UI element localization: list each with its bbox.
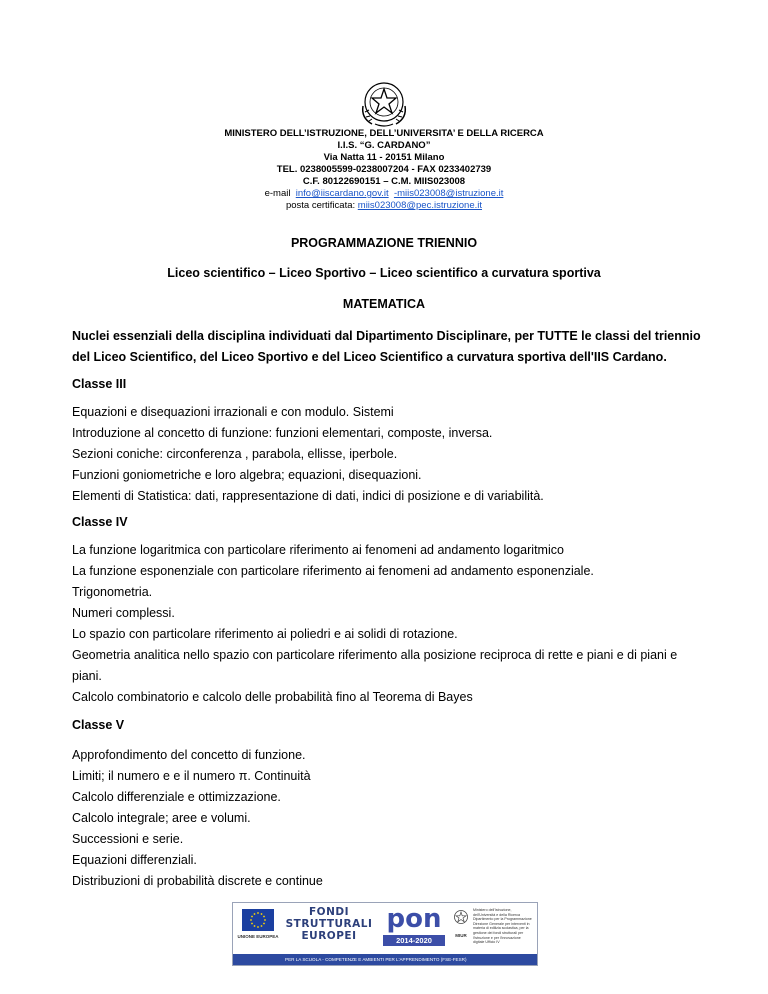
courses-line: Liceo scientifico – Liceo Sportivo – Liceo scientifico a curvatura sportiva bbox=[167, 266, 601, 280]
pec-label: posta certificata: bbox=[285, 200, 356, 211]
list-item: Numeri complessi. bbox=[72, 606, 175, 620]
school-address: Via Natta 11 - 20151 Milano bbox=[323, 152, 445, 163]
pon-logo: pon bbox=[386, 904, 442, 934]
italian-republic-emblem-icon bbox=[358, 78, 410, 128]
eu-logo bbox=[237, 907, 279, 951]
class-5-topics bbox=[72, 745, 702, 892]
list-item: Approfondimento del concetto di funzione. bbox=[72, 748, 306, 762]
list-item: Lo spazio con particolare riferimento ai poliedri e ai solidi di rotazione. bbox=[72, 627, 458, 641]
fondi-line-2: STRUTTURALI bbox=[285, 918, 373, 930]
class-4-topics bbox=[72, 540, 702, 708]
class-3-title: Classe III bbox=[72, 377, 127, 391]
ministry-name: MINISTERO DELL’ISTRUZIONE, DELL’UNIVERSITA’ E DELLA RICERCA bbox=[224, 128, 544, 139]
pon-funding-banner bbox=[232, 902, 538, 966]
list-item: Calcolo combinatorio e calcolo delle probabilità fino al Teorema di Bayes bbox=[72, 690, 473, 704]
class-4-title: Classe IV bbox=[72, 515, 128, 529]
list-item: Sezioni coniche: circonferenza , parabola, ellisse, iperbole. bbox=[72, 447, 398, 461]
intro-paragraph: Nuclei essenziali della disciplina individuati dal Dipartimento Disciplinare, per TUTTE le classi del triennio del Liceo Scientifico, del Liceo Sportivo e del Liceo Scientifico a curvatura sportiva dell'IIS Cardano. bbox=[72, 329, 701, 364]
ministry-department-text: Ministero dell'Istruzione, dell'Università e della Ricerca Dipartimento per la Programmazione Direzione Generale per interventi in materia di edilizia scolastica, per la gestione dei fondi strutturali per l'istruzione e per l'innovazione digitale Ufficio IV bbox=[473, 908, 532, 945]
email-line bbox=[0, 188, 768, 200]
list-item: Calcolo differenziale e ottimizzazione. bbox=[72, 790, 281, 804]
eu-label: UNIONE EUROPEA bbox=[237, 934, 279, 939]
pon-years: 2014-2020 bbox=[383, 935, 445, 946]
banner-strip: PER LA SCUOLA - COMPETENZE E AMBIENTI PER L'APPRENDIMENTO (FSE-FESR) bbox=[233, 954, 537, 965]
pec-line bbox=[0, 200, 768, 212]
email-link-info[interactable]: info@iiscardano.gov.it bbox=[295, 188, 389, 199]
list-item: Geometria analitica nello spazio con particolare riferimento alla posizione reciproca di rette e piani e di piani e piani. bbox=[72, 648, 678, 683]
miur-label: MIUR bbox=[455, 933, 467, 938]
fondi-line-3: EUROPEI bbox=[301, 930, 357, 942]
list-item: Introduzione al concetto di funzione: funzioni elementari, composte, inversa. bbox=[72, 426, 493, 440]
fondi-line-1: FONDI bbox=[308, 906, 349, 918]
school-name: I.I.S. “G. CARDANO” bbox=[337, 140, 431, 151]
list-item: Trigonometria. bbox=[72, 585, 153, 599]
list-item: Successioni e serie. bbox=[72, 832, 184, 846]
miur-emblem-icon bbox=[453, 909, 469, 927]
list-item: Distribuzioni di probabilità discrete e continue bbox=[72, 874, 323, 888]
school-header bbox=[0, 128, 768, 212]
list-item: Elementi di Statistica: dati, rappresentazione di dati, indici di posizione e di variabilità. bbox=[72, 489, 544, 503]
school-codes: C.F. 80122690151 – C.M. MIIS023008 bbox=[302, 176, 466, 187]
fondi-strutturali-logo bbox=[281, 906, 377, 942]
list-item: La funzione esponenziale con particolare riferimento ai fenomeni ad andamento esponenziale. bbox=[72, 564, 594, 578]
list-item: Equazioni differenziali. bbox=[72, 853, 197, 867]
eu-flag-icon bbox=[242, 909, 274, 931]
school-phone: TEL. 0238005599-0238007204 - FAX 0233402739 bbox=[276, 164, 492, 175]
list-item: La funzione logaritmica con particolare riferimento ai fenomeni ad andamento logaritmico bbox=[72, 543, 564, 557]
email-link-ministry[interactable]: -miis023008@istruzione.it bbox=[393, 188, 504, 199]
document-title: PROGRAMMAZIONE TRIENNIO bbox=[290, 236, 478, 250]
subject-title: MATEMATICA bbox=[342, 297, 426, 311]
list-item: Equazioni e disequazioni irrazionali e con modulo. Sistemi bbox=[72, 405, 394, 419]
list-item: Calcolo integrale; aree e volumi. bbox=[72, 811, 251, 825]
class-5-title: Classe V bbox=[72, 718, 125, 732]
pec-email-link[interactable]: miis023008@pec.istruzione.it bbox=[357, 200, 483, 211]
email-label: e-mail bbox=[264, 188, 291, 199]
list-item: Funzioni goniometriche e loro algebra; equazioni, disequazioni. bbox=[72, 468, 422, 482]
list-item: Limiti; il numero e e il numero π. Continuità bbox=[72, 769, 311, 783]
class-3-topics bbox=[72, 402, 702, 507]
